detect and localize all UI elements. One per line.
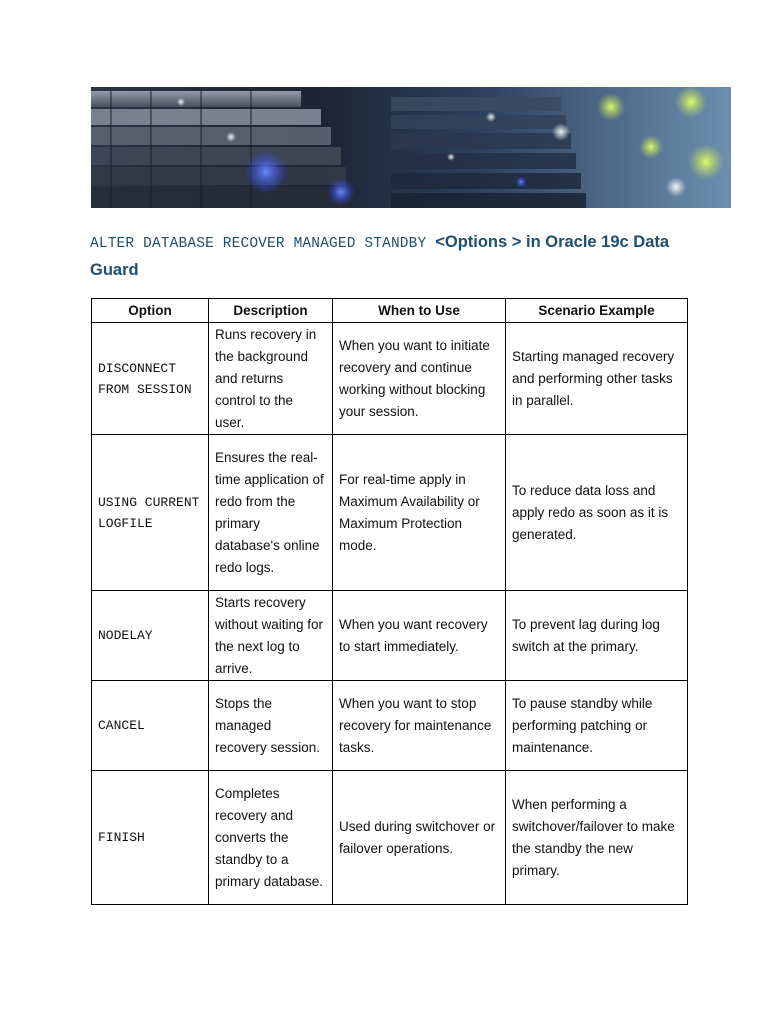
option-cell: USING CURRENT LOGFILE: [92, 435, 209, 591]
option-cell: DISCONNECT FROM SESSION: [92, 323, 209, 435]
column-header-scenario-example: Scenario Example: [506, 299, 688, 323]
description-cell: Completes recovery and converts the standby to a primary database.: [209, 771, 333, 905]
option-cell: CANCEL: [92, 681, 209, 771]
page-title-suffix: <Options > in Oracle 19c Data Guard: [90, 233, 670, 279]
option-cell: FINISH: [92, 771, 209, 905]
scenario-cell: When performing a switchover/failover to make the standby the new primary.: [506, 771, 688, 905]
table-row: [92, 771, 688, 905]
table-row: [92, 323, 688, 435]
when-to-use-cell: For real-time apply in Maximum Availability or Maximum Protection mode.: [333, 435, 506, 591]
when-to-use-cell: When you want to initiate recovery and continue working without blocking your session.: [333, 323, 506, 435]
options-table: [91, 298, 688, 905]
column-header-description: Description: [209, 299, 333, 323]
table-row: [92, 591, 688, 681]
description-cell: Starts recovery without waiting for the next log to arrive.: [209, 591, 333, 681]
table-header-row: [92, 299, 688, 323]
column-header-when-to-use: When to Use: [333, 299, 506, 323]
scenario-cell: To prevent lag during log switch at the primary.: [506, 591, 688, 681]
server-rack-banner-image: [91, 87, 731, 208]
scenario-cell: Starting managed recovery and performing other tasks in parallel.: [506, 323, 688, 435]
description-cell: Ensures the real-time application of redo from the primary database's online redo logs.: [209, 435, 333, 591]
when-to-use-cell: Used during switchover or failover operations.: [333, 771, 506, 905]
page-title: [90, 229, 690, 283]
when-to-use-cell: When you want recovery to start immediately.: [333, 591, 506, 681]
when-to-use-cell: When you want to stop recovery for maintenance tasks.: [333, 681, 506, 771]
scenario-cell: To reduce data loss and apply redo as soon as it is generated.: [506, 435, 688, 591]
option-cell: NODELAY: [92, 591, 209, 681]
table-row: [92, 681, 688, 771]
scenario-cell: To pause standby while performing patching or maintenance.: [506, 681, 688, 771]
table-row: [92, 435, 688, 591]
column-header-option: Option: [92, 299, 209, 323]
page-title-command: ALTER DATABASE RECOVER MANAGED STANDBY: [90, 236, 436, 252]
description-cell: Runs recovery in the background and returns control to the user.: [209, 323, 333, 435]
description-cell: Stops the managed recovery session.: [209, 681, 333, 771]
